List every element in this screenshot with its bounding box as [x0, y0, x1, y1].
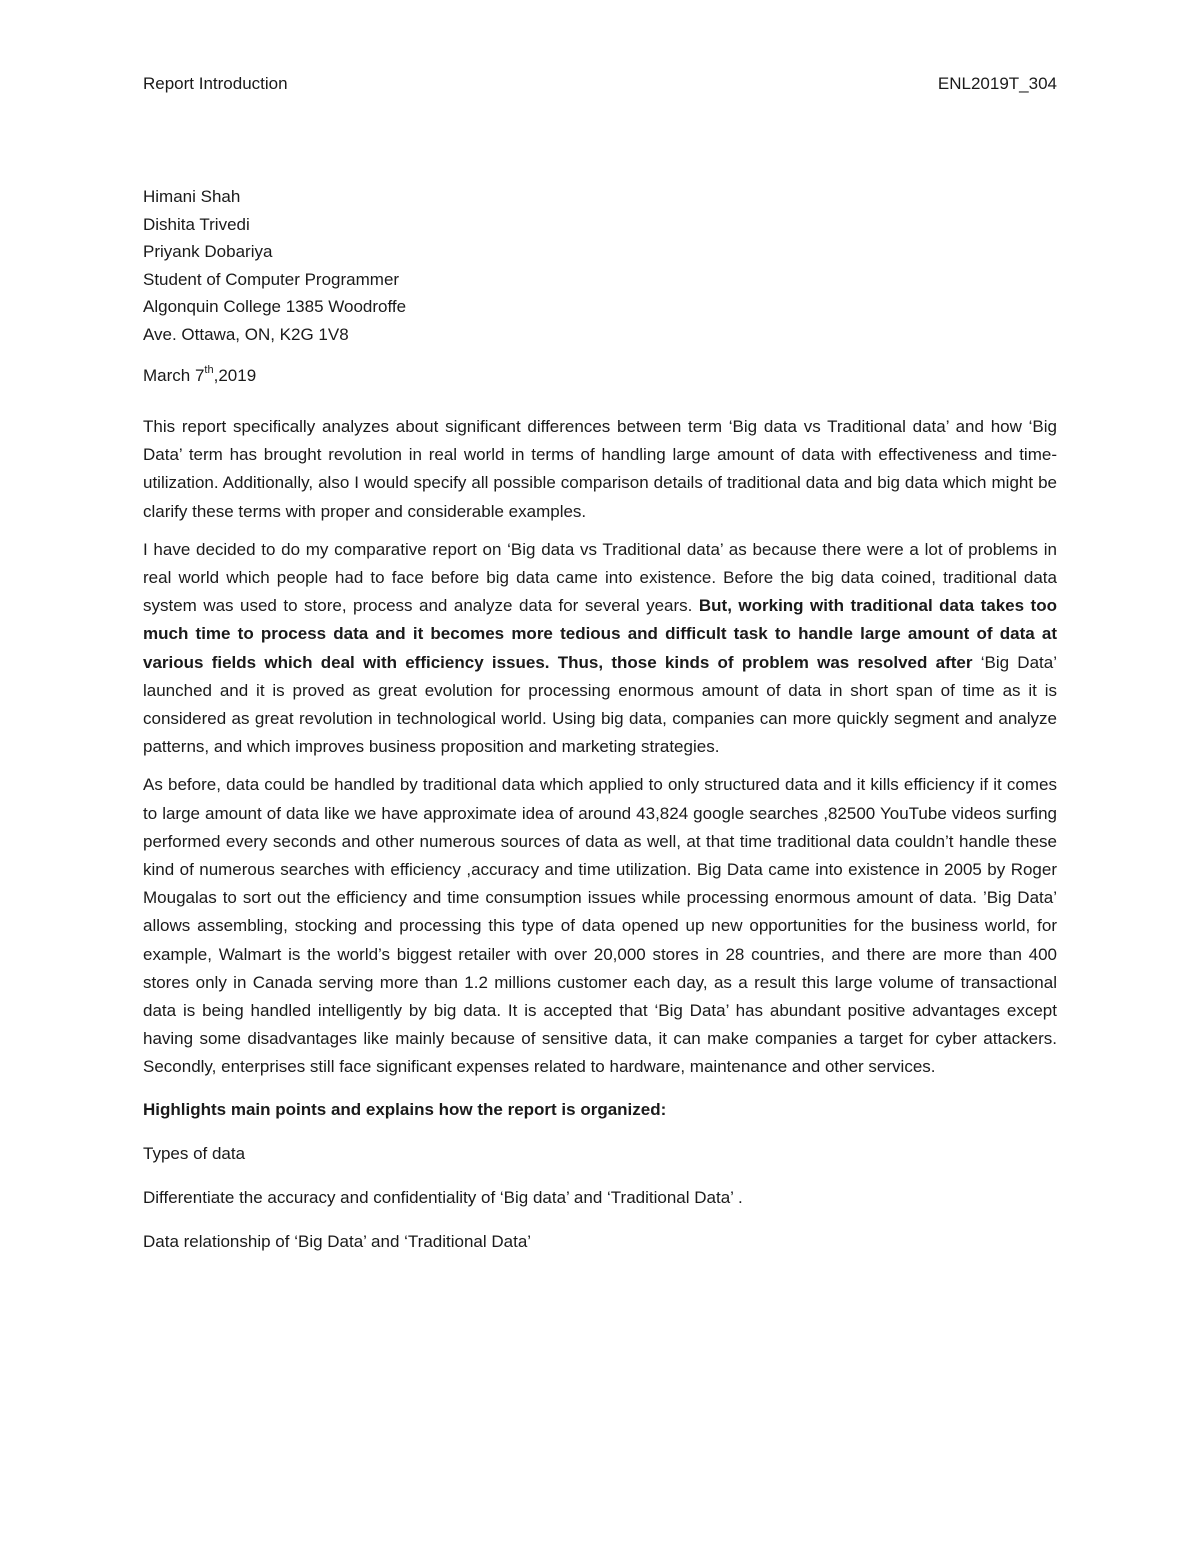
- address-line-1: Algonquin College 1385 Woodroffe: [143, 297, 407, 316]
- highlights-heading: Highlights main points and explains how the report is organized:: [143, 1099, 667, 1119]
- paragraph-motivation-part-2: ‘Big Data’ launched and it is proved as great evolution for processing enormous amount of data in short span of time as it is considered as great revolution in technological world. Using big data, companies can more quickly segment and analyze patterns, and which improves business proposition and marketing strategies.: [143, 652, 1057, 757]
- paragraph-intro: This report specifically analyzes about significant differences between term ‘Big data vs Traditional data’ and how ‘Big Data’ term has brought revolution in real world in terms of handling large amount of data with effectiveness and time-utilization. Additionally, also I would specify all possible comparison details of traditional data and big data which might be clarify these terms with proper and considerable examples.: [143, 417, 1057, 521]
- author-program: Student of Computer Programmer: [143, 269, 400, 289]
- author-name-1: Himani Shah: [143, 187, 241, 206]
- highlight-item-1: Types of data: [143, 1143, 246, 1163]
- paragraph-motivation: [143, 536, 1057, 762]
- author-name-3: Priyank Dobariya: [143, 242, 273, 261]
- paragraph-background: As before, data could be handled by traditional data which applied to only structured data and it kills efficiency if it comes to large amount of data like we have approximate idea of around 43,824 google searches ,82500 YouTube videos surfing performed every seconds and other numerous sources of data as well, at that time traditional data couldn’t handle these kind of numerous searches with efficiency ,accuracy and time utilization. Big Data came into existence in 2005 by Roger Mougalas to sort out the efficiency and time consumption issues while processing enormous amount of data. ’Big Data’ allows assembling, stocking and processing this type of data opened up new opportunities for the business world, for example, Walmart is the world’s biggest retailer with over 20,000 stores in 28 countries, and there are more than 400 stores only in Canada serving more than 1.2 millions customer each day, as a result this large volume of transactional data is being handled intelligently by big data. It is accepted that ‘Big Data’ has abundant positive advantages except having some disadvantages like mainly because of sensitive data, it can make companies a target for cyber attackers. Secondly, enterprises still face significant expenses related to hardware, maintenance and other services.: [143, 775, 1057, 1077]
- highlight-item-3: Data relationship of ‘Big Data’ and ‘Traditional Data’: [143, 1231, 532, 1251]
- header-title: Report Introduction: [143, 74, 288, 93]
- date-ordinal: th: [204, 364, 214, 377]
- page-header: [143, 72, 1057, 96]
- report-date: [143, 364, 1057, 388]
- header-course-code: ENL2019T_304: [937, 74, 1057, 93]
- date-prefix: March 7: [143, 366, 205, 385]
- address-line-2: Ave. Ottawa, ON, K2G 1V8: [143, 324, 349, 344]
- highlight-item-2: Differentiate the accuracy and confidentiality of ‘Big data’ and ‘Traditional Data’ .: [143, 1187, 743, 1207]
- author-name-2: Dishita Trivedi: [143, 214, 250, 234]
- paragraph-motivation-bold: But, working with traditional data takes too much time to process data and it becomes more tedious and difficult task to handle large amount of data at various fields which deal with efficiency issues. Thus, those kinds of problem was resolved after: [143, 596, 1057, 672]
- author-address-block: [143, 183, 1057, 348]
- date-suffix: ,2019: [213, 366, 257, 385]
- paragraph-motivation-part-1: I have decided to do my comparative report on ‘Big data vs Traditional data’ as because there were a lot of problems in real world which people had to face before big data came into existence. Before the big data coined, traditional data system was used to store, process and analyze data for several years.: [143, 539, 1057, 616]
